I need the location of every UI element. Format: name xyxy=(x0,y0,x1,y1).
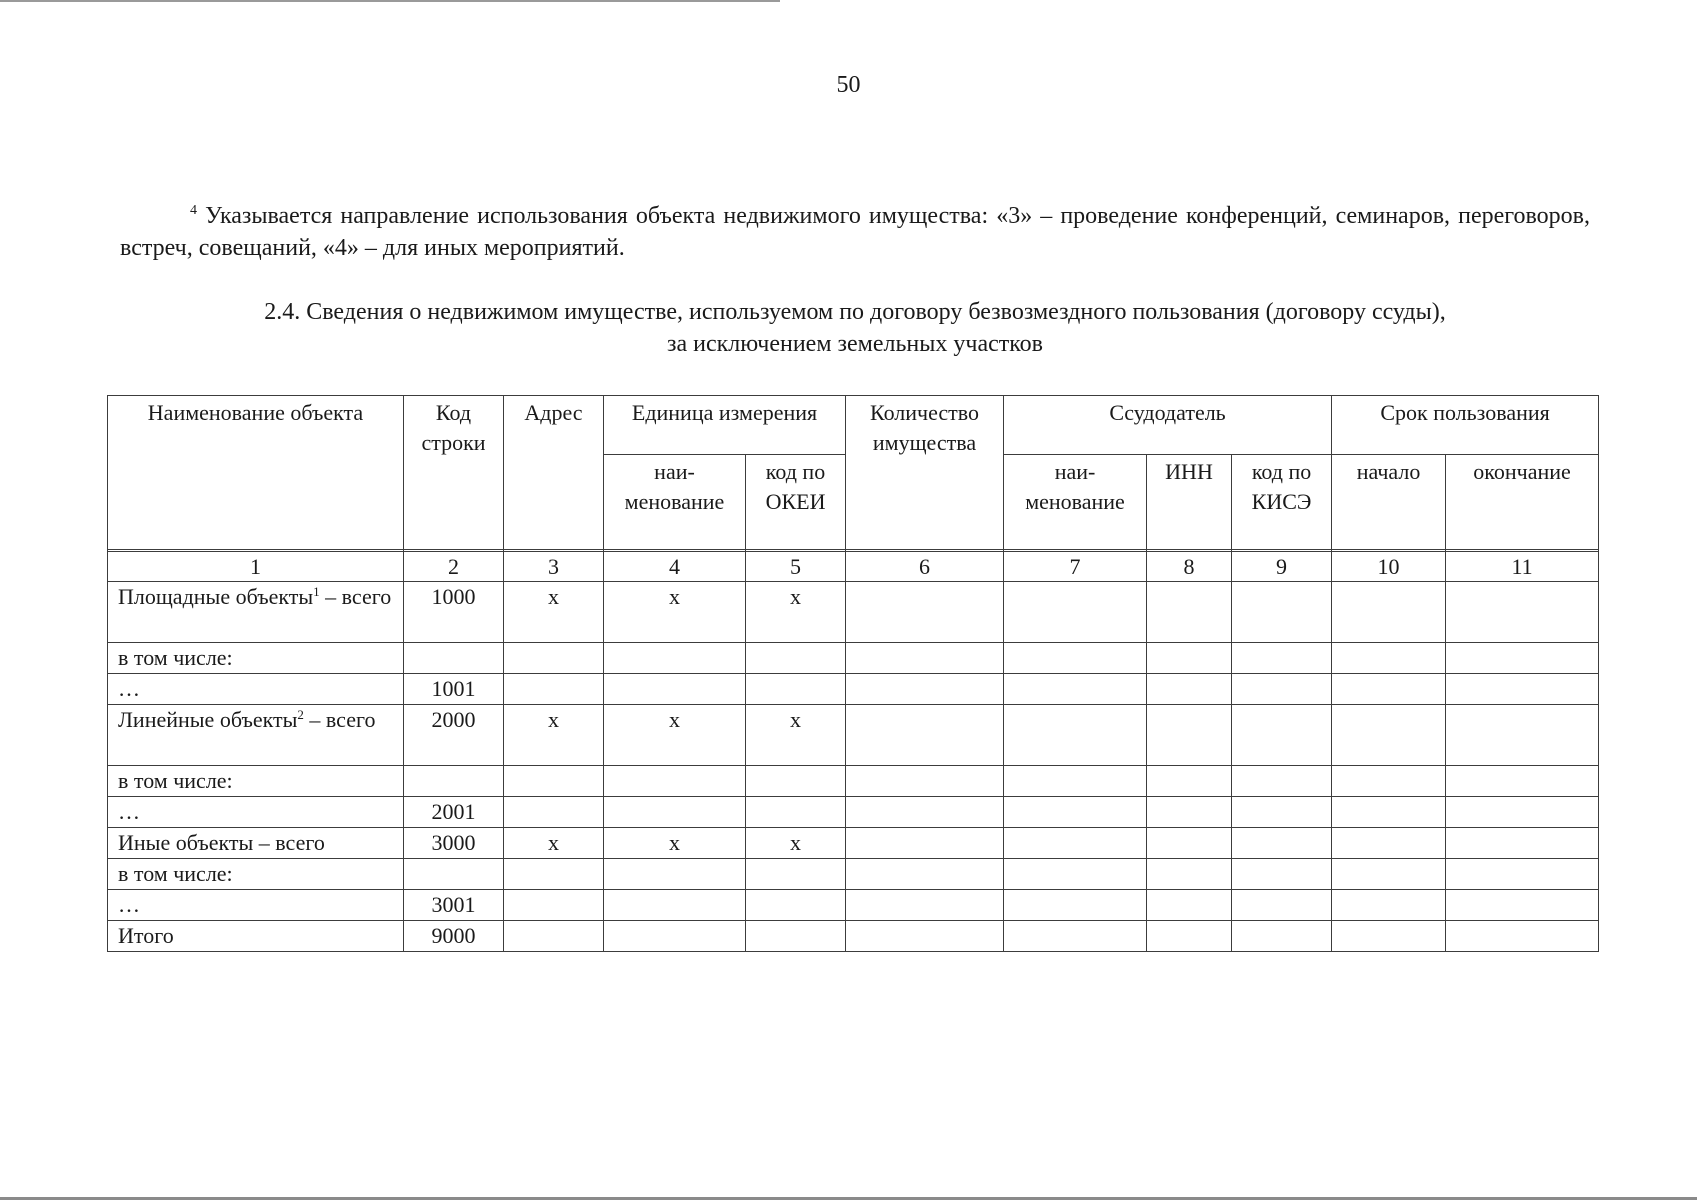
property-table xyxy=(107,395,1599,952)
row-code: 3000 xyxy=(404,828,504,859)
row-name: в том числе: xyxy=(108,643,404,674)
row-unit-okei: x xyxy=(746,582,846,643)
column-number: 11 xyxy=(1446,552,1599,582)
header-lender-kise: код по КИСЭ xyxy=(1232,455,1332,550)
header-lender-inn: ИНН xyxy=(1147,455,1232,550)
header-quantity: Количество имущества xyxy=(846,396,1004,550)
table-row xyxy=(108,674,1599,705)
row-address: x xyxy=(504,582,604,643)
row-code: 2001 xyxy=(404,797,504,828)
column-number: 7 xyxy=(1004,552,1147,582)
header-code: Код строки xyxy=(404,396,504,550)
row-name: в том числе: xyxy=(108,859,404,890)
row-name-suffix: – всего xyxy=(319,584,392,609)
row-code: 9000 xyxy=(404,921,504,952)
column-number: 5 xyxy=(746,552,846,582)
header-term-end: окончание xyxy=(1446,455,1599,550)
row-address: x xyxy=(504,828,604,859)
header-lender-name: наи-менование xyxy=(1004,455,1147,550)
row-code xyxy=(404,859,504,890)
row-code xyxy=(404,643,504,674)
row-code: 3001 xyxy=(404,890,504,921)
column-number: 10 xyxy=(1332,552,1446,582)
row-code xyxy=(404,766,504,797)
row-code: 2000 xyxy=(404,705,504,766)
row-name: в том числе: xyxy=(108,766,404,797)
table-row xyxy=(108,766,1599,797)
row-name: … xyxy=(108,890,404,921)
table-row xyxy=(108,890,1599,921)
column-number: 4 xyxy=(604,552,746,582)
column-number: 1 xyxy=(108,552,404,582)
table-row xyxy=(108,582,1599,643)
table-row xyxy=(108,643,1599,674)
row-name-footnote: 2 xyxy=(297,707,304,722)
header-name: Наименование объекта xyxy=(108,396,404,550)
header-address: Адрес xyxy=(504,396,604,550)
header-term-start: начало xyxy=(1332,455,1446,550)
column-number: 9 xyxy=(1232,552,1332,582)
column-number-row xyxy=(108,552,1599,582)
row-unit-name: x xyxy=(604,828,746,859)
row-name-cell xyxy=(108,705,404,766)
row-name: … xyxy=(108,797,404,828)
row-address: x xyxy=(504,705,604,766)
table-row-total xyxy=(108,921,1599,952)
column-number: 2 xyxy=(404,552,504,582)
table-row xyxy=(108,797,1599,828)
row-unit-name: x xyxy=(604,705,746,766)
row-name: … xyxy=(108,674,404,705)
header-unit-okei: код по ОКЕИ xyxy=(746,455,846,550)
header-term: Срок пользования xyxy=(1332,396,1599,455)
column-number: 3 xyxy=(504,552,604,582)
header-lender: Ссудодатель xyxy=(1004,396,1332,455)
row-name: Иные объекты – всего xyxy=(108,828,404,859)
row-name-cell xyxy=(108,582,404,643)
section-title-line-1: 2.4. Сведения о недвижимом имуществе, используемом по договору безвозмездного пользования (договору ссуды), xyxy=(264,299,1446,325)
table-row xyxy=(108,859,1599,890)
scan-edge-top xyxy=(0,0,780,2)
header-unit: Единица измерения xyxy=(604,396,846,455)
row-unit-okei: x xyxy=(746,828,846,859)
footnote-marker: 4 xyxy=(190,203,197,218)
row-code: 1000 xyxy=(404,582,504,643)
header-row-1 xyxy=(108,396,1599,455)
section-title xyxy=(120,296,1590,360)
row-name: Линейные объекты xyxy=(118,707,298,732)
table-row xyxy=(108,828,1599,859)
row-code: 1001 xyxy=(404,674,504,705)
row-unit-name: x xyxy=(604,582,746,643)
column-number: 6 xyxy=(846,552,1004,582)
row-name: Площадные объекты xyxy=(118,584,314,609)
page-number: 50 xyxy=(836,72,861,98)
footnote-text: Указывается направление использования объекта недвижимого имущества: «3» – проведение конференций, семинаров, переговоров, встреч, совещаний, «4» – для иных мероприятий. xyxy=(120,203,1590,261)
row-unit-okei: x xyxy=(746,705,846,766)
row-name-suffix: – всего xyxy=(303,707,376,732)
table-row xyxy=(108,705,1599,766)
column-number: 8 xyxy=(1147,552,1232,582)
section-title-line-2: за исключением земельных участков xyxy=(666,331,1044,357)
row-name-footnote: 1 xyxy=(313,584,320,599)
header-unit-name: наи-менование xyxy=(604,455,746,550)
row-name: Итого xyxy=(108,921,404,952)
footnote xyxy=(120,200,1590,264)
